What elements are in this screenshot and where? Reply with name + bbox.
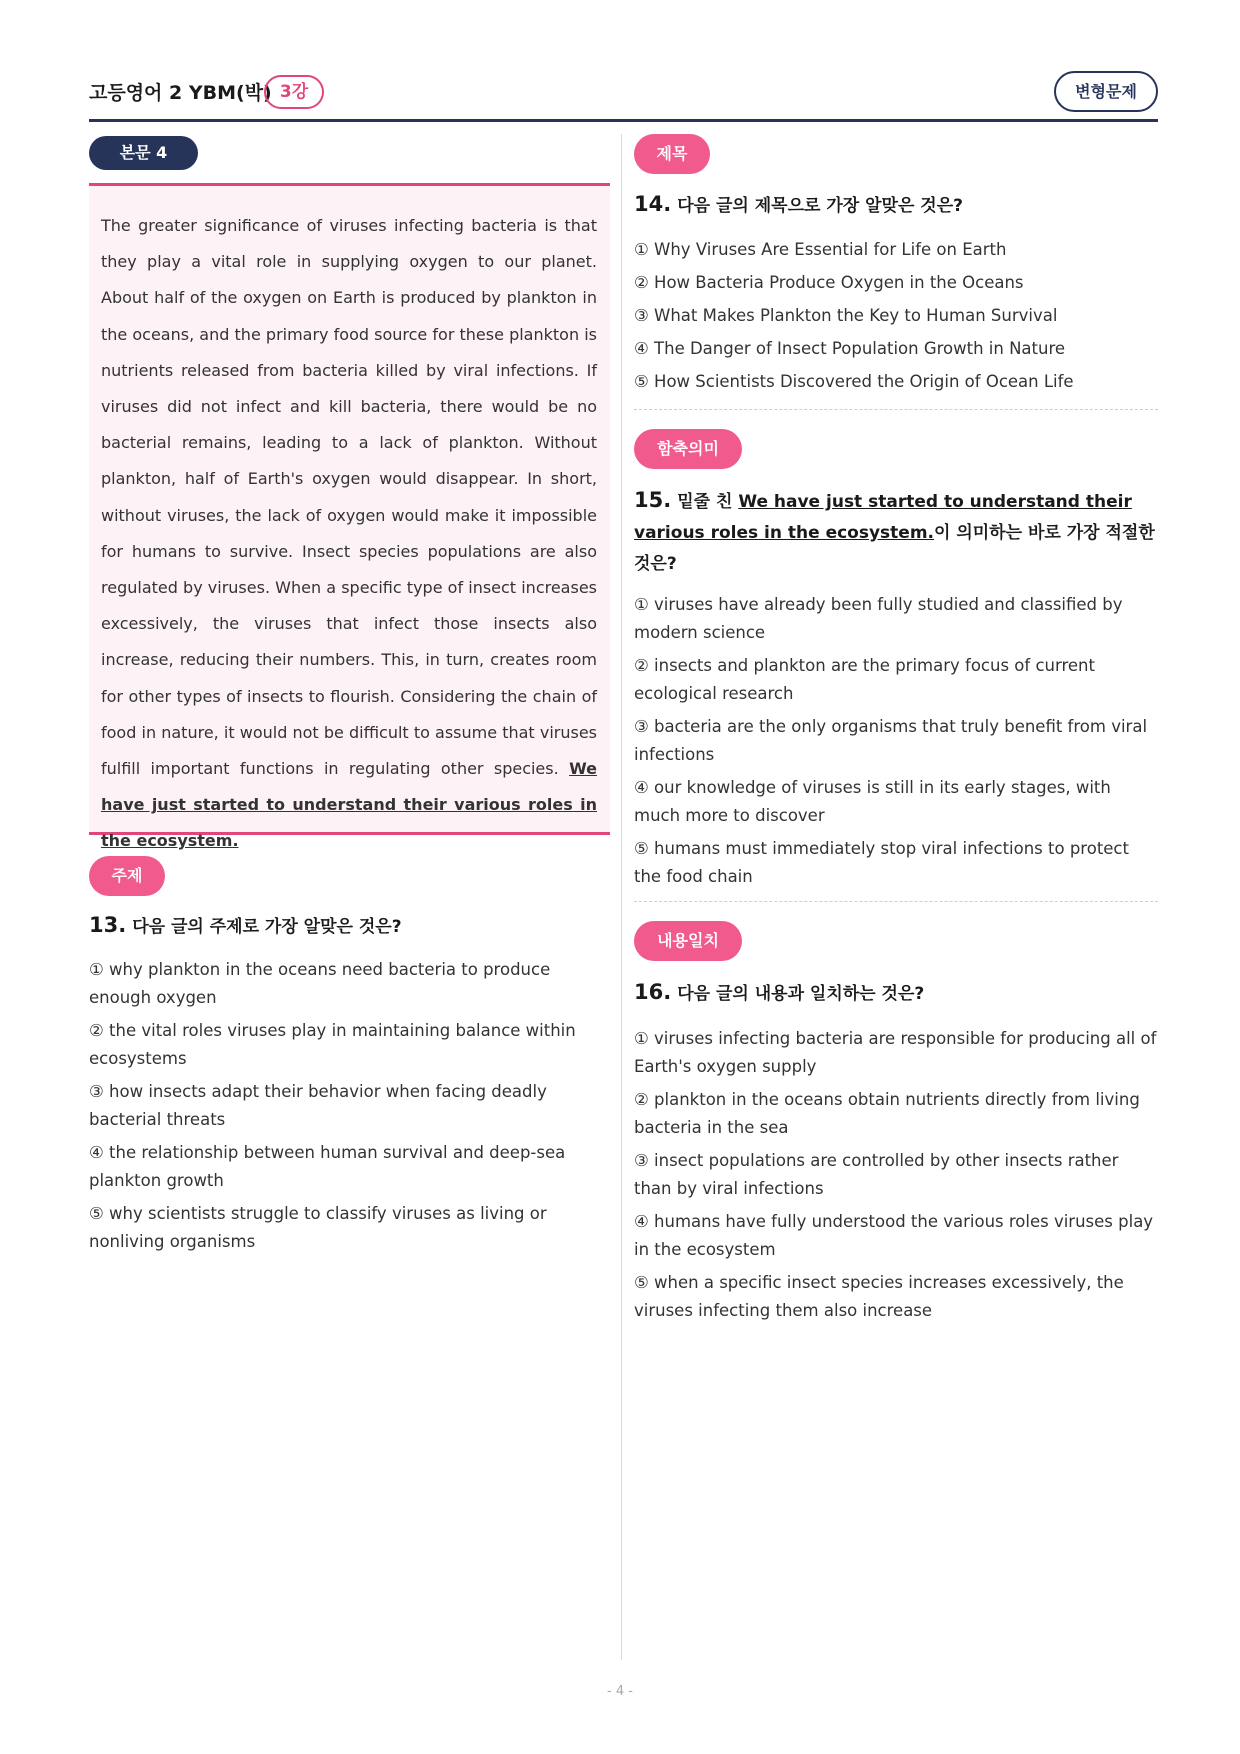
passage-text	[101, 208, 597, 860]
section-divider	[634, 409, 1158, 410]
page-number: - 4 -	[607, 1684, 633, 1699]
question-13-prompt: 다음 글의 주제로 가장 알맞은 것은?	[132, 917, 402, 937]
tag-implied-meaning: 함축의미	[634, 429, 742, 469]
choice-item[interactable]: ② How Bacteria Produce Oxygen in the Oceans	[634, 273, 1024, 292]
question-13-title	[89, 910, 609, 943]
choice-item[interactable]: ② the vital roles viruses play in maintaining balance within ecosystems	[89, 1021, 576, 1068]
tag-topic: 주제	[89, 856, 165, 896]
passage-body: The greater significance of viruses infecting bacteria is that they play a vital role in supplying oxygen to our planet. About half of the oxygen on Earth is produced by plankton in the oceans, and the primary food source for these plankton is nutrients released from bacteria killed by viral infections. If viruses did not infect and kill bacteria, there would be no bacterial remains, leading to a lack of plankton. Without plankton, half of Earth's oxygen would disappear. In short, without viruses, the lack of oxygen would make it impossible for humans to survive. Insect species populations are also regulated by viruses. When a specific type of insect increases excessively, the viruses that infect those insects also increase, reducing their numbers. This, in turn, creates room for other types of insects to flourish. Considering the chain of food in nature, it would not be difficult to assume that viruses fulfill important functions in regulating other species.	[101, 216, 597, 779]
question-15-choices	[634, 591, 1158, 896]
choice-item[interactable]: ② plankton in the oceans obtain nutrients directly from living bacteria in the sea	[634, 1090, 1140, 1137]
question-14-prompt: 다음 글의 제목으로 가장 알맞은 것은?	[677, 196, 963, 216]
question-16-choices	[634, 1025, 1158, 1330]
question-15-prompt-pre: 밑줄 친	[677, 492, 739, 512]
choice-item[interactable]: ⑤ How Scientists Discovered the Origin of Ocean Life	[634, 372, 1074, 391]
header-divider	[89, 119, 1158, 122]
question-14-title	[634, 189, 1158, 222]
question-14-choices	[634, 233, 1158, 398]
lesson-badge: 3강	[264, 75, 324, 109]
question-15-prompt-post: 이 의미하는 바로 가장 적절한 것은?	[634, 523, 1155, 574]
choice-item[interactable]: ⑤ when a specific insect species increases excessively, the viruses infecting them also increase	[634, 1273, 1124, 1320]
choice-item[interactable]: ④ the relationship between human survival and deep-sea plankton growth	[89, 1143, 566, 1190]
question-type-badge: 변형문제	[1054, 71, 1158, 112]
choice-item[interactable]: ⑤ humans must immediately stop viral infections to protect the food chain	[634, 839, 1129, 886]
section-divider	[634, 901, 1158, 902]
column-divider	[621, 134, 622, 1660]
choice-item[interactable]: ③ how insects adapt their behavior when facing deadly bacterial threats	[89, 1082, 547, 1129]
choice-item[interactable]: ④ The Danger of Insect Population Growth in Nature	[634, 339, 1066, 358]
choice-item[interactable]: ① viruses infecting bacteria are responsible for producing all of Earth's oxygen supply	[634, 1029, 1157, 1076]
question-15-underlined: We have just started to understand their various roles in the ecosystem.	[634, 492, 1132, 543]
question-15-number: 15.	[634, 488, 672, 512]
choice-item[interactable]: ⑤ why scientists struggle to classify viruses as living or nonliving organisms	[89, 1204, 547, 1251]
question-13-choices	[89, 956, 609, 1261]
question-16-number: 16.	[634, 980, 672, 1004]
tag-content-match: 내용일치	[634, 921, 742, 961]
question-16-prompt: 다음 글의 내용과 일치하는 것은?	[677, 984, 925, 1004]
choice-item[interactable]: ③ insect populations are controlled by other insects rather than by viral infections	[634, 1151, 1119, 1198]
tag-title: 제목	[634, 134, 710, 174]
passage-box	[89, 183, 610, 851]
page-title: 고등영어 2 YBM(박)	[89, 82, 272, 104]
question-14-number: 14.	[634, 192, 672, 216]
choice-item[interactable]: ④ humans have fully understood the various roles viruses play in the ecosystem	[634, 1212, 1154, 1259]
choice-item[interactable]: ② insects and plankton are the primary focus of current ecological research	[634, 656, 1095, 703]
choice-item[interactable]: ④ our knowledge of viruses is still in its early stages, with much more to discover	[634, 778, 1111, 825]
question-16-title	[634, 977, 1158, 1010]
question-15-title	[634, 485, 1158, 580]
choice-item[interactable]: ③ bacteria are the only organisms that truly benefit from viral infections	[634, 717, 1148, 764]
question-13-number: 13.	[89, 913, 127, 937]
choice-item[interactable]: ① viruses have already been fully studied and classified by modern science	[634, 595, 1123, 642]
choice-item[interactable]: ① Why Viruses Are Essential for Life on Earth	[634, 240, 1007, 259]
choice-item[interactable]: ① why plankton in the oceans need bacteria to produce enough oxygen	[89, 960, 551, 1007]
passage-underlined-sentence: We have just started to understand their various roles in the ecosystem.	[101, 759, 597, 851]
passage-label: 본문 4	[89, 136, 198, 170]
choice-item[interactable]: ③ What Makes Plankton the Key to Human Survival	[634, 306, 1058, 325]
